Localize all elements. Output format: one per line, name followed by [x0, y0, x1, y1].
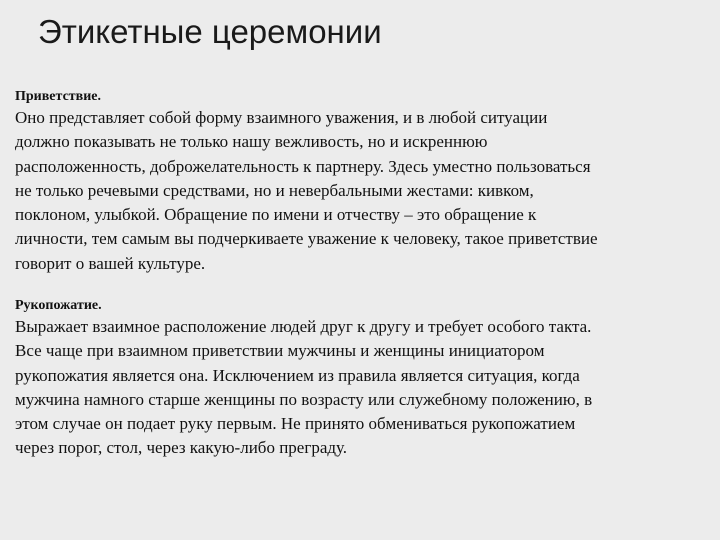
slide-title: Этикетные церемонии	[38, 13, 382, 50]
greeting-line: не только речевыми средствами, но и невербальными жестами: кивком,	[15, 180, 534, 200]
greeting-line: Оно представляет собой форму взаимного уважения, и в любой ситуации	[15, 108, 548, 127]
greeting-line: говорит о вашей культуре.	[15, 253, 206, 273]
handshake-line: рукопожатия является она. Исключением из правила является ситуация, когда	[15, 365, 580, 385]
greeting-line: личности, тем самым вы подчеркиваете уважение к человеку, такое приветствие	[15, 229, 598, 249]
greeting-line: должно показывать не только нашу вежливость, но и искреннюю	[15, 132, 488, 152]
greeting-heading: Приветствие.	[15, 89, 101, 104]
handshake-line: через порог, стол, через какую-либо преграду.	[15, 438, 348, 458]
handshake-section	[15, 297, 710, 461]
handshake-paragraph	[15, 315, 710, 461]
greeting-line: поклоном, улыбкой. Обращение по имени и отчеству – это обращение к	[15, 205, 537, 225]
greeting-paragraph	[15, 106, 710, 276]
handshake-line: Выражает взаимное расположение людей друг к другу и требует особого такта.	[15, 317, 592, 336]
handshake-line: этом случае он подает руку первым. Не принято обмениваться рукопожатием	[15, 414, 576, 434]
handshake-line: мужчина намного старше женщины по возрасту или служебному положению, в	[15, 389, 593, 409]
greeting-section	[15, 88, 710, 276]
greeting-line: расположенность, доброжелательность к партнеру. Здесь уместно пользоваться	[15, 156, 591, 176]
handshake-line: Все чаще при взаимном приветствии мужчины и женщины инициатором	[15, 341, 545, 361]
handshake-heading: Рукопожатие.	[15, 298, 102, 313]
